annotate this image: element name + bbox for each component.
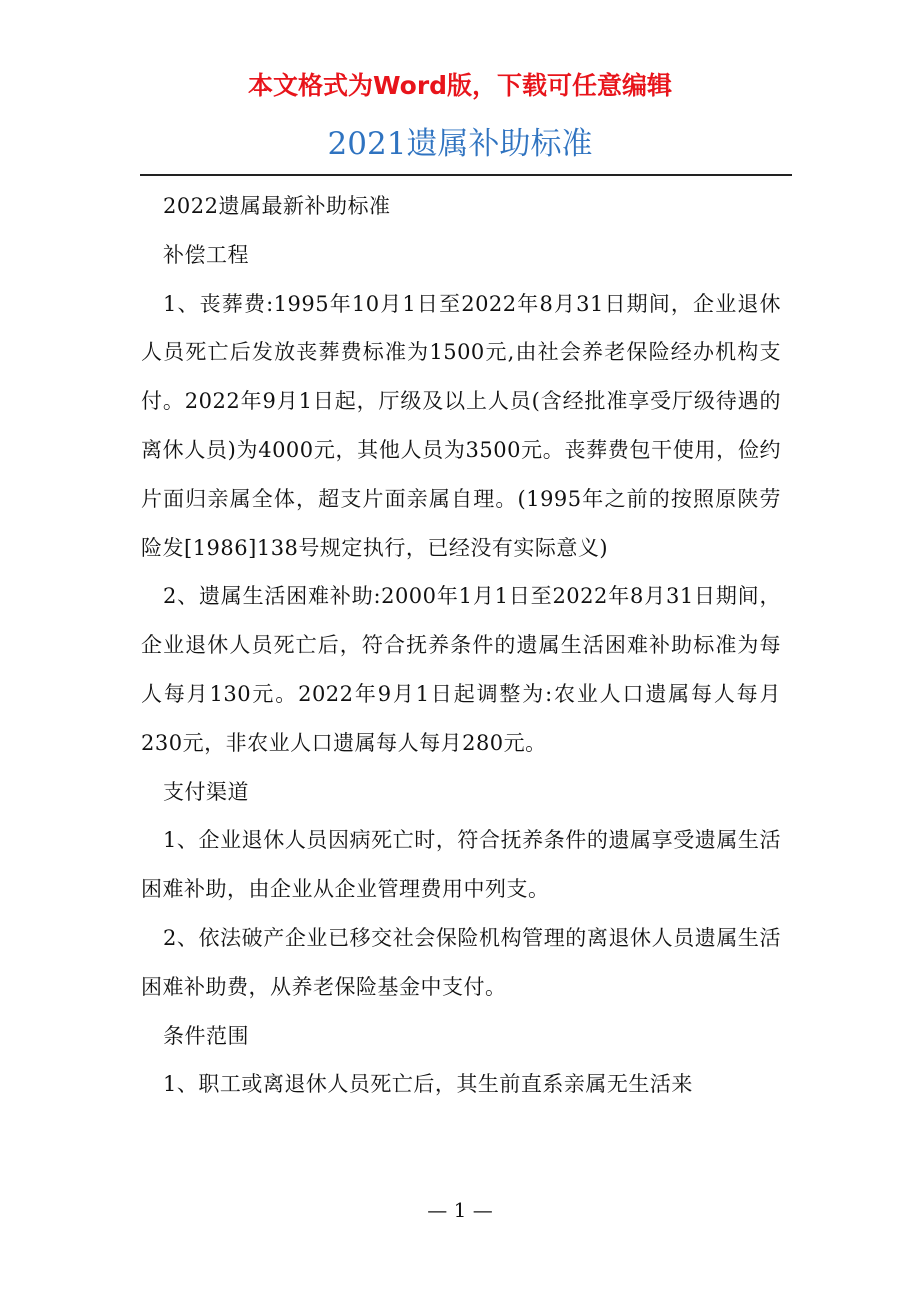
paragraph-payment-enterprise: 1、企业退休人员因病死亡时，符合抚养条件的遗属享受遗属生活困难补助，由企业从企业管理费用中列支。 — [141, 828, 781, 902]
document-title: 2021遗属补助标准 — [327, 126, 593, 162]
section-heading-payment-channel: 支付渠道 — [163, 779, 249, 804]
paragraph-conditions-1: 1、职工或离退休人员死亡后，其生前直系亲属无生活来 — [163, 1072, 693, 1097]
section-heading-compensation: 补偿工程 — [163, 242, 249, 267]
title-divider — [140, 174, 792, 176]
paragraph-survivor-subsidy: 2、遗属生活困难补助:2000年1月1日至2022年8月31日期间，企业退休人员死亡后，符合抚养条件的遗属生活困难补助标准为每人每月130元。2022年9月1日起调整为:农业人口遗属每人每月230元，非农业人口遗属每人每月280元。 — [141, 584, 781, 755]
paragraph-payment-fund: 2、依法破产企业已移交社会保险机构管理的离退休人员遗属生活困难补助费，从养老保险基金中支付。 — [141, 925, 781, 999]
section-heading-conditions: 条件范围 — [163, 1023, 249, 1048]
paragraph-funeral-expenses: 1、丧葬费:1995年10月1日至2022年8月31日期间，企业退休人员死亡后发放丧葬费标准为1500元,由社会养老保险经办机构支付。2022年9月1日起，厅级及以上人员(含经批准享受厅级待遇的离休人员)为4000元，其他人员为3500元。丧葬费包干使用，俭约片面归亲属全体，超支片面亲属自理。(1995年之前的按照原陕劳险发[1986]138号规定执行，已经没有实际意义) — [141, 291, 781, 560]
document-body — [141, 182, 781, 1109]
page-number: — 1 — — [427, 1198, 493, 1222]
download-banner: 本文格式为Word版，下载可任意编辑 — [247, 71, 673, 100]
paragraph-subtitle: 2022遗属最新补助标准 — [163, 194, 391, 218]
